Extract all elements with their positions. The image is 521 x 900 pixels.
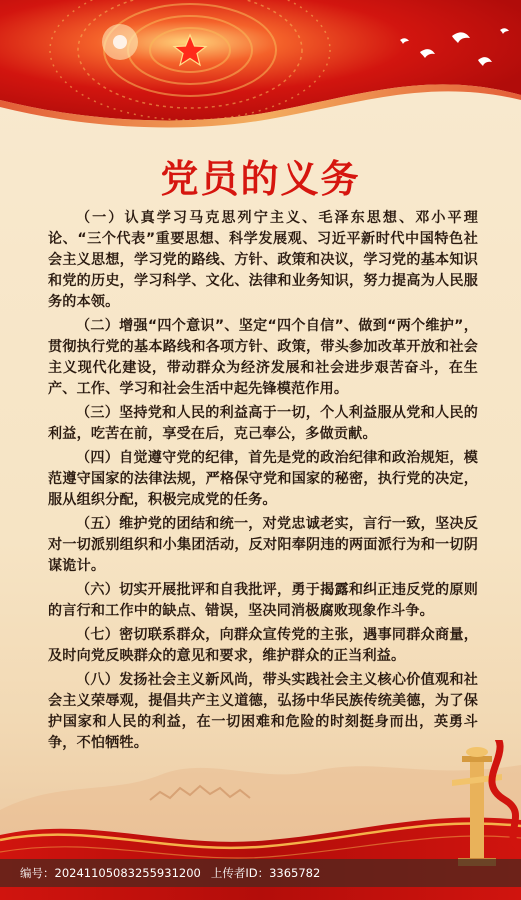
obligation-item: （八）发扬社会主义新风尚，带头实践社会主义核心价值观和社会主义荣辱观，提倡共产主义道德，弘扬中华民族传统美德，为了保护国家和人民的利益，在一切困难和危险的时刻挺身而出，英勇斗争，不怕牺牲。: [48, 672, 478, 751]
obligation-item: （七）密切联系群众，向群众宣传党的主张，遇事同群众商量，及时向党反映群众的意见和要求，维护群众的正当利益。: [48, 627, 478, 664]
top-banner: [0, 0, 521, 150]
obligation-item: （三）坚持党和人民的利益高于一切，个人利益服从党和人民的利益，吃苦在前，享受在后，克己奉公，多做贡献。: [48, 405, 478, 442]
obligation-item: （五）维护党的团结和统一，对党忠诚老实，言行一致，坚决反对一切派别组织和小集团活动，反对阳奉阴违的两面派行为和一切阴谋诡计。: [48, 516, 478, 574]
obligation-item: （二）增强“四个意识”、坚定“四个自信”、做到“两个维护”，贯彻执行党的基本路线和各项方针、政策，带头参加改革开放和社会主义现代化建设，带动群众为经济发展和社会进步艰苦奋斗，在生产、工作、学习和社会生活中起先锋模范作用。: [48, 318, 478, 397]
uploader-label: 上传者ID：: [210, 866, 270, 880]
uploader-value: 3365782: [269, 866, 321, 880]
id-label: 编号：: [20, 866, 55, 880]
banner-graphic: [0, 0, 521, 150]
obligations-list: [48, 208, 478, 757]
obligation-item: （四）自觉遵守党的纪律，首先是党的政治纪律和政治规矩，模范遵守国家的法律法规，严格保守党和国家的秘密，执行党的决定，服从组织分配，积极完成党的任务。: [48, 450, 478, 508]
obligation-item: （六）切实开展批评和自我批评，勇于揭露和纠正违反党的原则的言行和工作中的缺点、错误，坚决同消极腐败现象作斗争。: [48, 582, 478, 619]
page-title: 党员的义务: [160, 157, 361, 201]
id-value: 20241105083255931200: [54, 866, 201, 880]
obligation-item: （一）认真学习马克思列宁主义、毛泽东思想、邓小平理论、“三个代表”重要思想、科学发展观、习近平新时代中国特色社会主义思想，学习党的路线、方针、政策和决议，学习党的基本知识和党的历史，学习科学、文化、法律和业务知识，努力提高为人民服务的本领。: [48, 210, 478, 310]
watermark-footer: [0, 859, 521, 887]
